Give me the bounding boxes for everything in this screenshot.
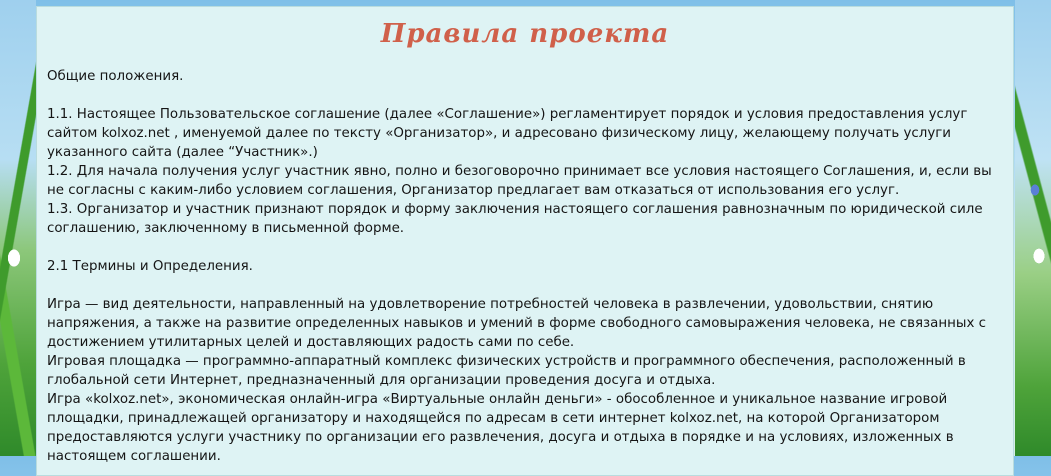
left-decoration	[0, 0, 36, 456]
spacer	[47, 86, 1007, 105]
clause-1-2: 1.2. Для начала получения услуг участник явно, полно и безоговорочно принимает все условия настоящего Соглашения, и, если вы не согласны с каким-либо условием соглашения, Организатор предлагает вам отказаться от использования его услуг.	[47, 164, 992, 198]
definition-game: Игра — вид деятельности, направленный на удовлетворение потребностей человека в развлечении, удовольствии, снятию напряжения, а также на развитие определенных навыков и умений в форме свободного самовыражения человека, не связанных с достижением утилитарных целей и доставляющих радость сами по себе.	[47, 297, 987, 350]
rules-text	[47, 67, 1007, 466]
spacer	[47, 238, 1007, 257]
terms-heading: 2.1 Термины и Определения.	[47, 259, 253, 274]
general-heading: Общие положения.	[47, 69, 184, 84]
definition-platform: Игровая площадка — программно-аппаратный комплекс физических устройств и программного обеспечения, расположенный в глобальной сети Интернет, предназначенный для организации проведения досуга и отдыха.	[47, 354, 966, 388]
clause-1-1: 1.1. Настоящее Пользовательское соглашение (далее «Соглашение») регламентирует порядок и условия предоставления услуг сайтом kolxoz.net , именуемой далее по тексту «Организатор», и адресовано физическому лицу, желающему получать услуги указанного сайта (далее “Участник».)	[47, 107, 968, 160]
definition-kolxoz: Игра «kolxoz.net», экономическая онлайн-игра «Виртуальные онлайн деньги» - обособленное и уникальное название игровой площадки, принадлежащей организатору и находящейся по адресам в сети интернет kolxoz.net, на которой Организатором предоставляются услуги участнику по организации его развлечения, досуга и отдыха в порядке и на условиях, изложенных в настоящем соглашении.	[47, 392, 954, 464]
spacer	[47, 276, 1007, 295]
page-title: Правила проекта	[380, 19, 670, 49]
right-decoration	[1015, 0, 1051, 456]
content-panel	[36, 6, 1014, 476]
clause-1-3: 1.3. Организатор и участник признают порядок и форму заключения настоящего соглашения равнозначным по юридической силе соглашению, заключенному в письменной форме.	[47, 202, 983, 236]
